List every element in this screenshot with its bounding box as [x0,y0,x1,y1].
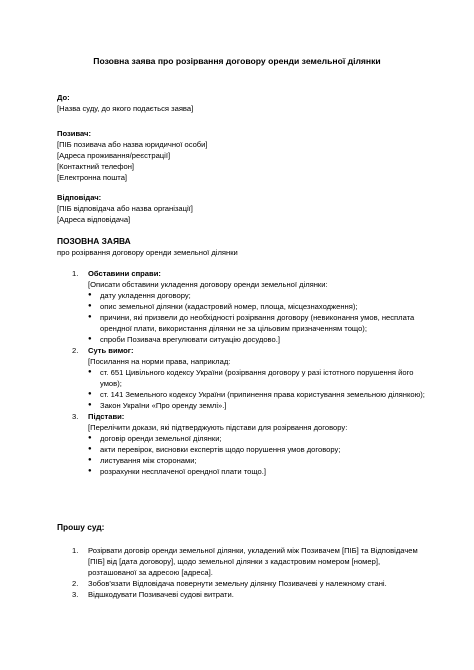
section-claims [57,345,427,411]
plaintiff-line: [Електронна пошта] [57,173,128,182]
claim-heading: ПОЗОВНА ЗАЯВА [57,236,131,246]
to-label: До: [57,93,70,102]
to-block [57,92,427,114]
bullet-list [88,433,427,477]
plaintiff-block [57,128,427,183]
defendant-block [57,192,427,225]
prayer-heading: Прошу суд: [57,522,105,532]
document-title: Позовна заява про розірвання договору оренди земельної ділянки [93,56,381,66]
list-item: ● листування між сторонами; [88,455,427,466]
section-number: 2. [72,346,79,355]
list-item: ● Закон України «Про оренду землі».] [88,400,427,411]
defendant-line: [Адреса відповідача] [57,215,131,224]
prayer-number: 2. [72,579,79,588]
sections-list [57,268,427,477]
section-grounds [57,411,427,477]
section-intro: [Описати обставини укладення договору оренди земельної ділянки: [88,280,328,289]
section-title: Підстави: [88,412,125,421]
section-circumstances [57,268,427,345]
defendant-label: Відповідач: [57,193,102,202]
list-item: ● причини, які призвели до необхідності розірвання договору (невиконання умов, несплата орендної плати, використання ділянки не за цільовим призначенням тощо); [88,312,427,334]
court-name-line: [Назва суду, до якого подається заява] [57,104,194,113]
section-title: Суть вимог: [88,346,134,355]
section-intro: [Посилання на норми права, наприклад: [88,357,231,366]
prayer-item [57,589,427,600]
claim-header [57,236,427,258]
list-item: ● ст. 651 Цивільного кодексу України (розірвання договору у разі істотного порушення його умов); [88,367,427,389]
list-item: ● дату укладення договору; [88,290,427,301]
section-intro: [Перелічити докази, які підтверджують підстави для розірвання договору: [88,423,348,432]
prayer-item [57,578,427,589]
prayer-number: 1. [72,546,79,555]
prayer-number: 3. [72,590,79,599]
section-number: 1. [72,269,79,278]
defendant-line: [ПІБ відповідача або назва організації] [57,204,193,213]
prayer-text: Відшкодувати Позивачеві судові витрати. [88,590,234,599]
list-item: ● договір оренди земельної ділянки; [88,433,427,444]
prayer-block [57,522,427,600]
claim-subheading: про розірвання договору оренди земельної ділянки [57,248,238,257]
bullet-list [88,367,427,411]
plaintiff-line: [ПІБ позивача або назва юридичної особи] [57,140,208,149]
section-title: Обставини справи: [88,269,161,278]
list-item: ● спроби Позивача врегулювати ситуацію досудово.] [88,334,427,345]
prayer-item [57,545,427,578]
list-item: ● розрахунки несплаченої орендної плати тощо.] [88,466,427,477]
bullet-list [88,290,427,345]
plaintiff-label: Позивач: [57,129,91,138]
prayer-text: Зобов'язати Відповідача повернути земельну ділянку Позивачеві у належному стані. [88,579,387,588]
list-item: ● опис земельної ділянки (кадастровий номер, площа, місцезнаходження); [88,301,427,312]
plaintiff-line: [Адреса проживання/реєстрації] [57,151,171,160]
list-item: ● ст. 141 Земельного кодексу України (припинення права користування земельною ділянкою); [88,389,427,400]
section-number: 3. [72,412,79,421]
prayer-text: Розірвати договір оренди земельної ділянки, укладений між Позивачем [ПІБ] та Відповідачем [ПІБ] від [дата договору], щодо земельної ділянки з кадастровим номером [номер], розташованої за адресою [адреса]. [88,546,418,577]
plaintiff-line: [Контактний телефон] [57,162,135,171]
list-item: ● акти перевірок, висновки експертів щодо порушення умов договору; [88,444,427,455]
